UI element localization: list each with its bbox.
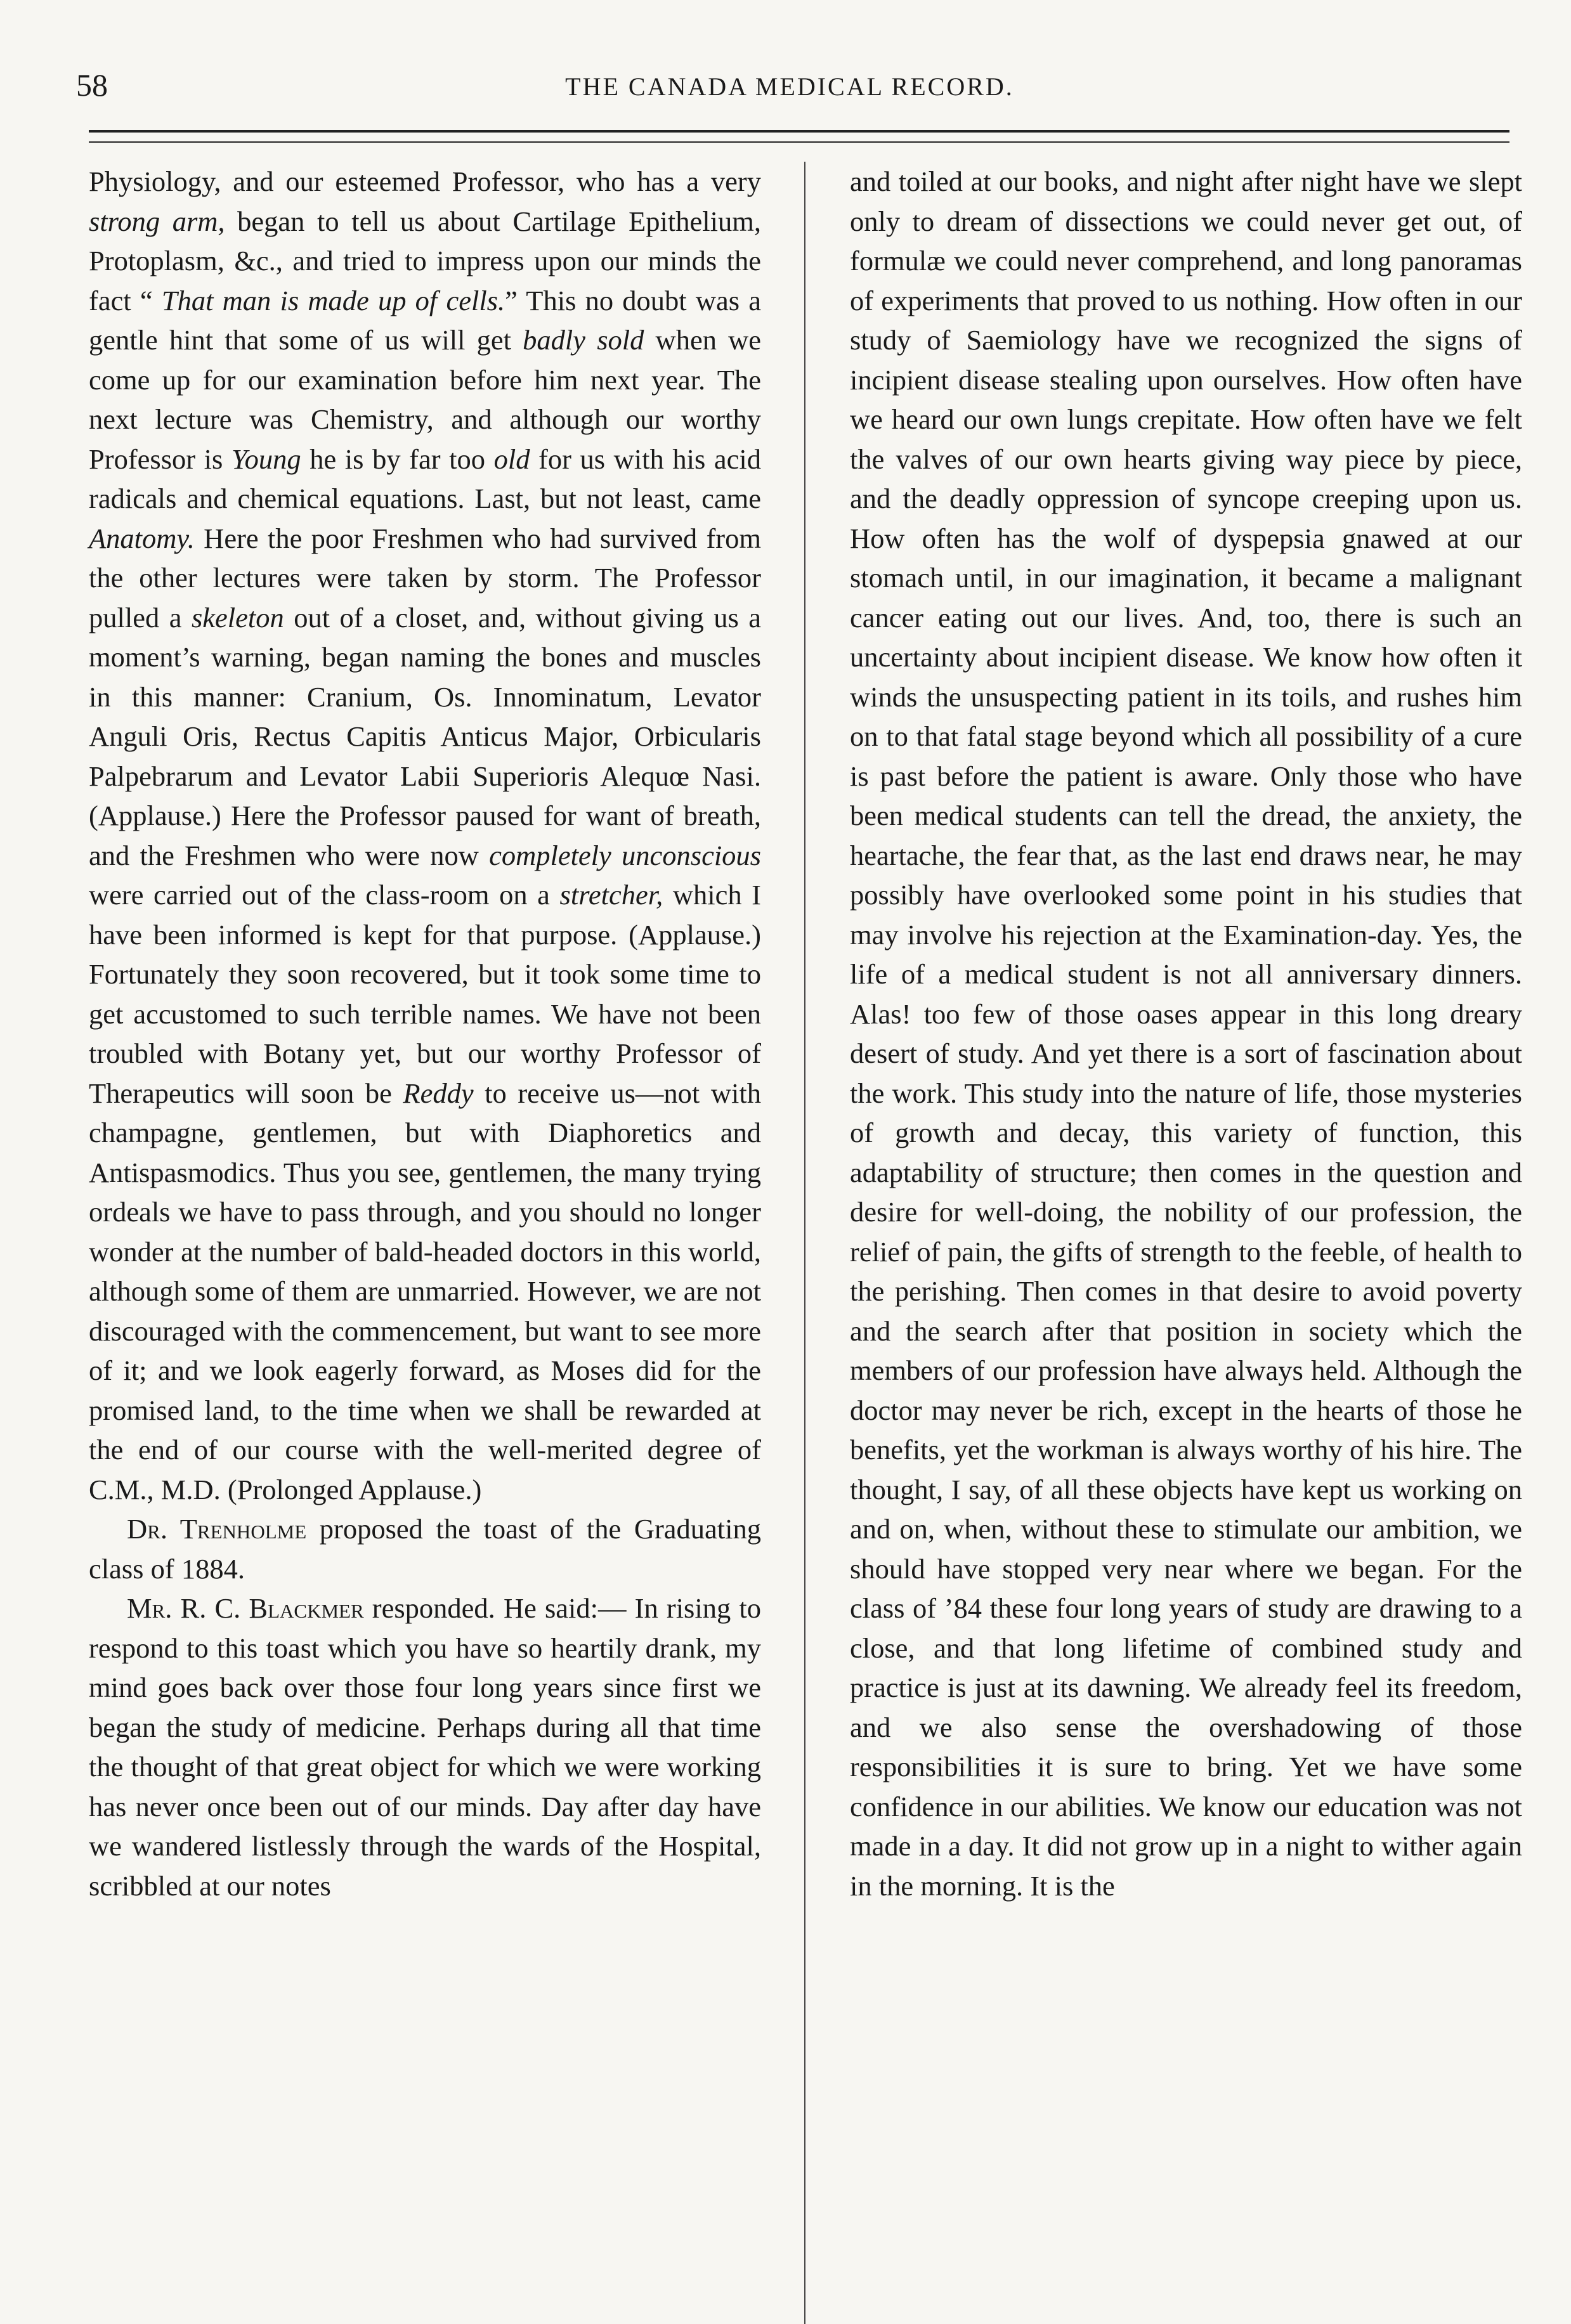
page-number: 58 bbox=[76, 67, 108, 103]
text-run: out of a closet, and, without giving us a moment’s warning, began naming the bones and muscles in this manner: Cranium, Os. Innominatum, Levator Anguli Oris, Rectus Capitis Anticus Major, Orbicularis Palpebrarum and Levator Labii Superioris Alequœ Nasi. (Applause.) Here the Professor paused for want of breath, and the Freshmen who were now bbox=[89, 601, 761, 871]
column-divider bbox=[804, 162, 805, 2324]
italic-run: skeleton bbox=[191, 601, 284, 633]
speaker-name: Dr. Trenholme bbox=[127, 1513, 307, 1545]
paragraph-cells-speech bbox=[89, 162, 761, 1509]
italic-run: Reddy bbox=[403, 1077, 474, 1109]
text-run: when we come up for our examination before him next year. The next lecture was Chemistry, and although our worthy Professor is bbox=[89, 324, 761, 475]
italic-run: old bbox=[493, 443, 530, 475]
speaker-name: Mr. R. C. Blackmer bbox=[127, 1592, 364, 1624]
running-title: THE CANADA MEDICAL RECORD. bbox=[565, 72, 1014, 101]
page-header bbox=[70, 60, 1509, 111]
text-run: began to tell us about Cartilage Epithelium, Protoplasm, &c., and tried to impress upon our minds the fact “ bbox=[89, 205, 761, 316]
text-run: Here the poor Freshmen who had survived from the other lectures were taken by storm. The Professor pulled a bbox=[89, 522, 761, 633]
italic-run: Young bbox=[231, 443, 301, 475]
paragraph-toast-proposal bbox=[89, 1509, 761, 1588]
italic-run: badly sold bbox=[523, 324, 644, 356]
italic-run: stretcher, bbox=[559, 879, 663, 911]
left-column bbox=[89, 162, 761, 1905]
text-run: to receive us—not with champagne, gentlemen, but with Diaphoretics and Antispasmodics. Thus you see, gentlemen, the many trying ordeals we have to pass through, and you should no longer wonder at the number of bald-headed doctors in this world, although some of them are unmarried. However, we are not discouraged with the commencement, but want to see more of it; and we look eagerly forward, as Moses did for the promised land, to the time when we shall be rewarded at the end of our course with the well-merited degree of C.M., M.D. (Prolonged Applause.) bbox=[89, 1077, 761, 1505]
text-run: which I have been informed is kept for that purpose. (Applause.) Fortunately they soon recovered, but it took some time to get accustomed to such terrible names. We have not been troubled with Botany yet, but our worthy Professor of Therapeutics will soon be bbox=[89, 879, 762, 1109]
header-rule bbox=[89, 130, 1509, 143]
text-run: were carried out of the class-room on a bbox=[89, 879, 560, 911]
text-run: for us with his acid radicals and chemical equations. Last, but not least, came bbox=[89, 443, 761, 514]
text-run: responded. He said:— In rising to respond to this toast which you have so heartily drank, my mind goes back over those four long years since first we began the study of medicine. Perhaps during all that time the thought of that great object for which we were working has never once been out of our minds. Day after day have we wandered listlessly through the wards of the Hospital, scribbled at our notes bbox=[89, 1592, 761, 1902]
text-columns bbox=[89, 162, 1522, 2280]
text-run: he is by far too bbox=[301, 443, 494, 475]
text-run: Physiology, and our esteemed Professor, who has a very bbox=[89, 166, 761, 197]
italic-run: That man is made up of cells. bbox=[161, 284, 505, 316]
text-run: ” This no doubt was a gentle hint that some of us will get bbox=[89, 284, 762, 356]
italic-run: Anatomy. bbox=[89, 522, 195, 554]
paragraph-continuation: and toiled at our books, and night after night have we slept only to dream of dissections we could never get out, of formulæ we could never comprehend, and long panoramas of experiments that proved to us nothing. How often in our study of Saemiology have we recognized the signs of incipient disease stealing upon ourselves. How often have we heard our own lungs crepitate. How often have we felt the valves of our own hearts giving way piece by piece, and the deadly oppression of syncope creeping upon us. How often has the wolf of dyspepsia gnawed at our stomach until, in our imagination, it became a malignant cancer eating out our lives. And, too, there is such an uncertainty about incipient disease. We know how often it winds the unsuspecting patient in its toils, and rushes him on to that fatal stage beyond which all possibility of a cure is past before the patient is aware. Only those who have been medical students can tell the dread, the anxiety, the heartache, the fear that, as the last end draws near, he may possibly have overlooked some point in his studies that may involve his rejection at the Examination-day. Yes, the life of a medical student is not all anniversary dinners. Alas! too few of those oases appear in this long dreary desert of study. And yet there is a sort of fascination about the work. This study into the nature of life, those mysteries of growth and decay, this variety of function, this adaptability of structure; then comes in the question and desire for well-doing, the nobility of our profession, the relief of pain, the gifts of strength to the feeble, of health to the perishing. Then comes in that desire to avoid poverty and the search after that position in society which the members of our profession have always held. Although the doctor may never be rich, except in the hearts of those he benefits, yet the workman is always worthy of his hire. The thought, I say, of all these objects have kept us working on and on, when, without these to stimulate our ambition, we should have stopped very near where we began. For the class of ’84 these four long years of study are drawing to a close, and that long lifetime of combined study and practice is just at its dawning. We already feel its freedom, and we also sense the overshadowing of those responsibilities it is sure to bring. Yet we have some confidence in our abilities. We know our education was not made in a day. It did not grow up in a night to wither again in the morning. It is the bbox=[850, 166, 1522, 1902]
italic-run: strong arm, bbox=[89, 205, 225, 237]
page bbox=[70, 60, 1522, 2280]
paragraph-response bbox=[89, 1588, 761, 1905]
italic-run: completely unconscious bbox=[489, 839, 761, 871]
right-column bbox=[850, 162, 1522, 1905]
text-run: proposed the toast of the Graduating class of 1884. bbox=[89, 1513, 762, 1585]
